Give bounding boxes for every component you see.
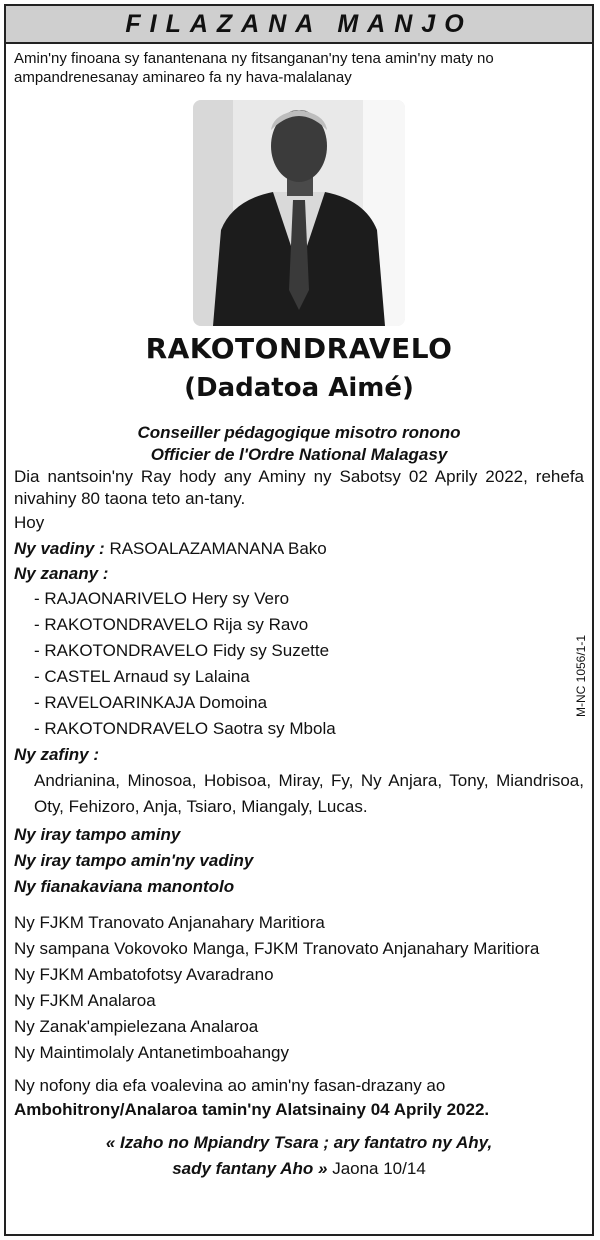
quote-line-2-text: sady fantany Aho » xyxy=(172,1159,328,1178)
title-line-2: Officier de l'Ordre National Malagasy xyxy=(150,445,448,464)
deceased-alias: (Dadatoa Aimé) xyxy=(184,373,414,403)
burial-text: Ny nofony dia efa voalevina ao amin'ny fasan-drazany ao xyxy=(14,1076,446,1095)
children-label: Ny zanany : xyxy=(14,564,109,583)
church-line: Ny Zanak'ampielezana Analaroa xyxy=(14,1017,259,1036)
deceased-titles xyxy=(6,422,592,466)
church-line: Ny sampana Vokovoko Manga, FJKM Tranovato Anjanahary Maritiora xyxy=(14,939,540,958)
church-line: Ny FJKM Ambatofotsy Avaradrano xyxy=(14,965,274,984)
list-item: - RAKOTONDRAVELO Saotra sy Mbola xyxy=(34,719,336,738)
deceased-name: RAKOTONDRAVELO xyxy=(145,332,453,365)
obituary-notice xyxy=(4,4,594,1236)
church-line: Ny FJKM Analaroa xyxy=(14,991,156,1010)
intro-text: Amin'ny finoana sy fanantenana ny fitsanganan'ny tena amin'ny maty no ampandrenesanay aminareo fa ny hava-malalanay xyxy=(14,50,494,86)
children-list xyxy=(14,586,584,742)
relative-line: Ny fianakaviana manontolo xyxy=(14,877,235,896)
list-item: - RAKOTONDRAVELO Fidy sy Suzette xyxy=(34,641,330,660)
death-notice: Dia nantsoin'ny Ray hody any Aminy ny Sabotsy 02 Aprily 2022, rehefa nivahiny 80 taona teto an-tany. xyxy=(14,467,584,508)
header-banner xyxy=(6,6,592,44)
side-code-text: M-NC 1056/1-1 xyxy=(574,634,588,718)
grandchildren-names: Andrianina, Minosoa, Hobisoa, Miray, Fy, Ny Anjara, Tony, Miandrisoa, Oty, Fehizoro, Anja, Tsiaro, Miangaly, Lucas. xyxy=(34,771,584,816)
list-item: - RAVELOARINKAJA Domoina xyxy=(34,693,268,712)
portrait-illustration xyxy=(193,100,405,326)
quote-line-2 xyxy=(14,1156,584,1182)
churches-block xyxy=(14,910,584,1066)
church-line: Ny Maintimolaly Antanetimboahangy xyxy=(14,1043,289,1062)
burial-place-date: Ambohitrony/Analaroa tamin'ny Alatsinainy 04 Aprily 2022. xyxy=(14,1100,490,1119)
relative-line: Ny iray tampo aminy xyxy=(14,825,181,844)
grandchildren-label: Ny zafiny : xyxy=(14,745,100,764)
relatives-block xyxy=(14,822,584,900)
title-line-1: Conseiller pédagogique misotro ronono xyxy=(137,423,461,442)
list-item: - RAKOTONDRAVELO Rija sy Ravo xyxy=(34,615,309,634)
church-line: Ny FJKM Tranovato Anjanahary Maritiora xyxy=(14,913,325,932)
hoy-text: Hoy xyxy=(14,513,45,532)
quote-line-1: « Izaho no Mpiandry Tsara ; ary fantatro ny Ahy, xyxy=(105,1133,493,1152)
spouse-label: Ny vadiny : xyxy=(14,539,105,558)
relative-line: Ny iray tampo amin'ny vadiny xyxy=(14,851,254,870)
list-item: - RAJAONARIVELO Hery sy Vero xyxy=(34,589,290,608)
notice-body xyxy=(6,466,592,1182)
header-title: FILAZANA MANJO xyxy=(125,9,473,38)
photo-container xyxy=(6,100,592,326)
side-code xyxy=(571,606,591,746)
list-item: - CASTEL Arnaud sy Lalaina xyxy=(34,667,250,686)
spouse-line xyxy=(14,536,584,562)
quote-reference: Jaona 10/14 xyxy=(332,1159,426,1178)
bible-quote xyxy=(14,1130,584,1182)
portrait-photo xyxy=(193,100,405,326)
spouse-name: RASOALAZAMANANA Bako xyxy=(109,539,327,558)
